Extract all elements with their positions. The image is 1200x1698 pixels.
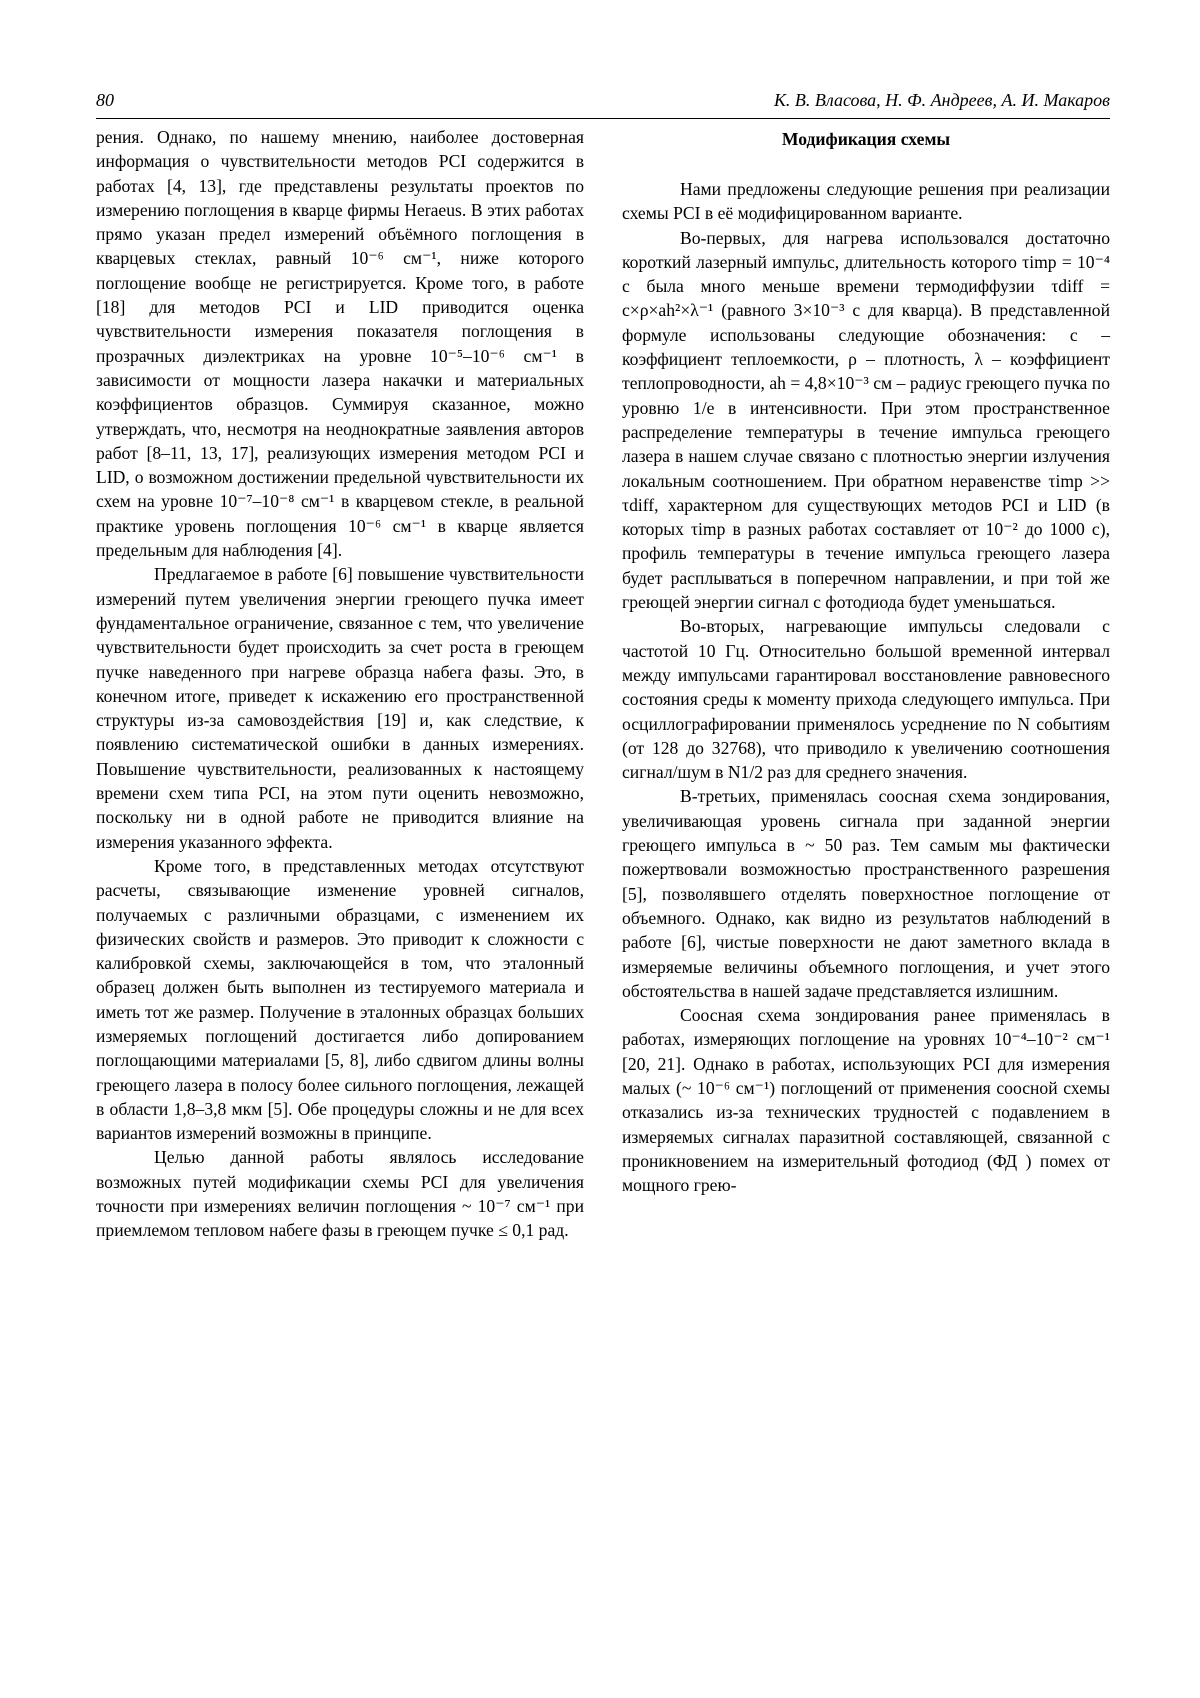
paragraph: Целью данной работы являлось исследование возможных путей модификации схемы PCI для увеличения точности при измерениях величин поглощения ~ 10⁻⁷ см⁻¹ при приемлемом тепловом набеге фазы в греющем пучке ≤ 0,1 рад. (96, 1147, 584, 1241)
running-authors: К. В. Власова, Н. Ф. Андреев, А. И. Макаров (773, 90, 1110, 110)
section-heading: Модификация схемы (781, 129, 951, 149)
paragraph: рения. Однако, по нашему мнению, наиболее достоверная информация о чувствительности методов PCI содержится в работах [4, 13], где представлены результаты проектов по измерению поглощения в кварце фирмы Heraeus. В этих работах прямо указан предел измерений объёмного поглощения в кварцевых стеклах, равный 10⁻⁶ см⁻¹, ниже которого поглощение вообще не регистрируется. Кроме того, в работе [18] для методов PCI и LID приводится оценка чувствительности измерения показателя поглощения в прозрачных диэлектриках на уровне 10⁻⁵–10⁻⁶ см⁻¹ в зависимости от мощности лазера накачки и материальных коэффициентов образцов. Суммируя сказанное, можно утверждать, что, несмотря на неоднократные заявления авторов работ [8–11, 13, 17], реализующих измерения методом PCI и LID, о возможном достижении предельной чувствительности их схем на уровне 10⁻⁷–10⁻⁸ см⁻¹ в кварцевом стекле, в реальной практике уровень поглощения 10⁻⁶ см⁻¹ в кварце является предельным для наблюдения [4]. (96, 127, 584, 561)
paragraph: Кроме того, в представленных методах отсутствуют расчеты, связывающие изменение уровней сигналов, получаемых с различными образцами, с изменением их физических свойств и размеров. Это приводит к сложности с калибровкой схемы, заключающейся в том, что эталонный образец должен быть выполнен из тестируемого материала и иметь тот же размер. Получение в эталонных образцах больших измеряемых поглощений достигается либо допированием поглощающими материалами [5, 8], либо сдвигом длины волны греющего лазера в полосу более сильного поглощения, лежащей в области 1,8–3,8 мкм [5]. Обе процедуры сложны и не для всех вариантов измерений возможны в принципе. (96, 855, 584, 1144)
paragraph: Во-первых, для нагрева использовался достаточно короткий лазерный импульс, длительность которого τimp = 10⁻⁴ с была много меньше времени термодиффузии τdiff = c×ρ×ah²×λ⁻¹ (равного 3×10⁻³ с для кварца). В представленной формуле использованы следующие обозначения: c – коэффициент теплоемкости, ρ – плотность, λ – коэффициент теплопроводности, ah = 4,8×10⁻³ см – радиус греющего пучка по уровню 1/e в интенсивности. При этом пространственное распределение температуры в течение импульса греющего лазера в нашем случае связано с плотностью энергии излучения локальным соотношением. При обратном неравенстве τimp >> τdiff, характерном для существующих методов PCI и LID (в которых τimp в разных работах составляет от 10⁻² до 1000 с), профиль температуры в течение импульса греющего лазера будет расплываться в поперечном направлении, и при той же греющей энергии сигнал с фотодиода будет уменьшаться. (622, 227, 1110, 613)
paragraph: Предлагаемое в работе [6] повышение чувствительности измерений путем увеличения энергии греющего пучка имеет фундаментальное ограничение, связанное с тем, что увеличение чувствительности будет происходить за счет роста в греющем пучке наведенного при нагреве образца набега фазы. Это, в конечном итоге, приведет к искажению его пространственной структуры из-за самовоздействия [19] и, как следствие, к появлению систематической ошибки в данных измерениях. Повышение чувствительности, реализованных к настоящему времени схем типа PCI, на этом пути оценить невозможно, поскольку ни в одной работе не приводится влияние на измерения указанного эффекта. (96, 564, 584, 852)
left-column (96, 125, 584, 1243)
text-columns (96, 125, 1110, 1243)
page (96, 88, 1110, 1243)
running-header (96, 88, 1110, 119)
paragraph: В-третьих, применялась соосная схема зондирования, увеличивающая уровень сигнала при заданной энергии греющего импульса в ~ 50 раз. Тем самым мы фактически пожертвовали возможностью пространственного разрешения [5], позволявшего отделять поверхностное поглощение от объемного. Однако, как видно из результатов наблюдений в работе [6], чистые поверхности не дают заметного вклада в измеряемые величины объемного поглощения, и учет этого обстоятельства в нашей задаче представляется излишним. (622, 786, 1110, 1001)
page-number: 80 (96, 90, 114, 110)
paragraph: Во-вторых, нагревающие импульсы следовали с частотой 10 Гц. Относительно большой временной интервал между импульсами гарантировал восстановление равновесного состояния среды к моменту прихода следующего импульса. При осциллографировании применялось усреднение по N событиям (от 128 до 32768), что приводило к увеличению соотношения сигнал/шум в N1/2 раз для среднего значения. (622, 616, 1110, 783)
paragraph: Соосная схема зондирования ранее применялась в работах, измеряющих поглощение на уровнях 10⁻⁴–10⁻² см⁻¹ [20, 21]. Однако в работах, использующих PCI для измерения малых (~ 10⁻⁶ см⁻¹) поглощений от применения соосной схемы отказались из-за технических трудностей с подавлением в измеряемых сигналах паразитной составляющей, связанной с проникновением на измерительный фотодиод (ФД ) помех от мощного грею- (622, 1005, 1110, 1196)
paragraph: Нами предложены следующие решения при реализации схемы PCI в её модифицированном варианте. (622, 179, 1110, 224)
right-column (622, 125, 1110, 1243)
